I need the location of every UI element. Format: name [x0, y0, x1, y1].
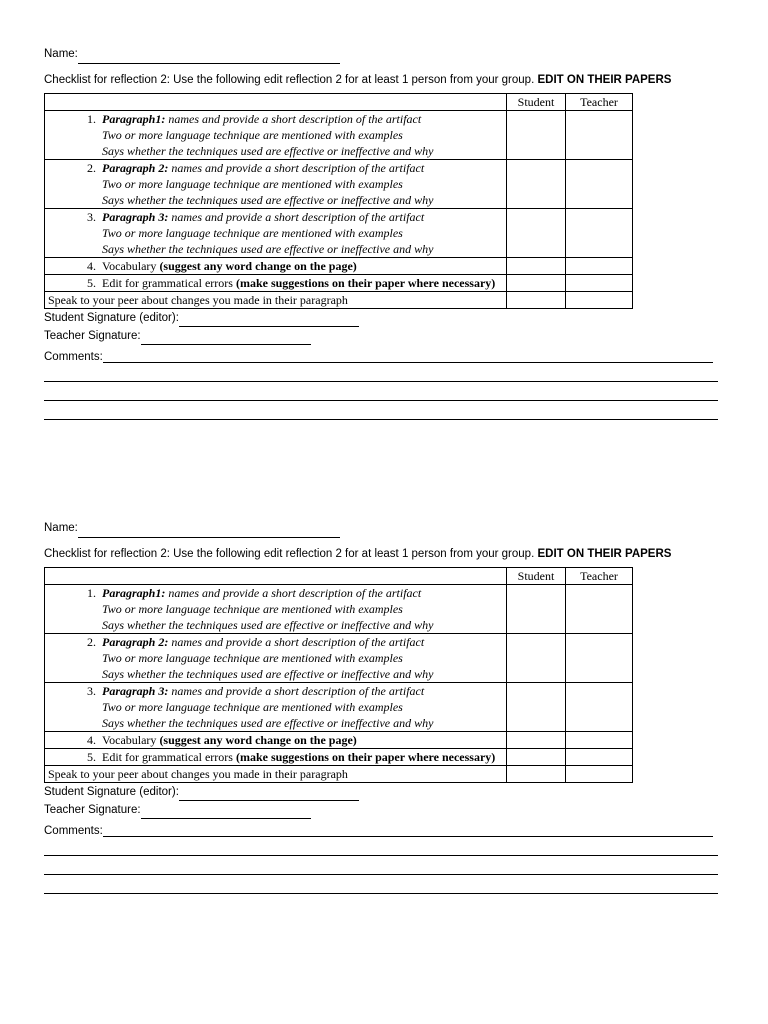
item-emphasis: (suggest any word change on the page): [159, 259, 357, 273]
item-heading: Paragraph 2:: [102, 161, 169, 175]
student-check-cell[interactable]: [507, 683, 566, 732]
header-student: Student: [507, 568, 566, 585]
item-text: names and provide a short description of the artifact: [168, 684, 425, 698]
student-check-cell[interactable]: [507, 749, 566, 766]
item-text: Edit for grammatical errors: [102, 276, 236, 290]
header-teacher: Teacher: [566, 94, 633, 111]
item-line-3: Says whether the techniques used are effective or ineffective and why: [102, 193, 434, 207]
checklist-emphasis: EDIT ON THEIR PAPERS: [537, 74, 672, 86]
student-signature-line: [44, 309, 724, 327]
name-label: Name:: [44, 522, 78, 534]
student-signature-line: [44, 783, 724, 801]
item-heading: Paragraph 3:: [102, 210, 169, 224]
student-check-cell[interactable]: [507, 209, 566, 258]
item-number: 4.: [87, 259, 96, 273]
teacher-check-cell[interactable]: [566, 766, 633, 783]
teacher-check-cell[interactable]: [566, 258, 633, 275]
speak-to-peer-text: Speak to your peer about changes you made in their paragraph: [45, 766, 507, 783]
table-row: [45, 634, 633, 683]
item-text: names and provide a short description of the artifact: [165, 112, 422, 126]
header-blank-cell: [45, 568, 507, 585]
teacher-check-cell[interactable]: [566, 634, 633, 683]
item-line-3: Says whether the techniques used are effective or ineffective and why: [102, 242, 434, 256]
comments-blank[interactable]: [44, 381, 718, 382]
student-signature-label: Student Signature (editor):: [44, 786, 179, 798]
checklist-intro: Checklist for reflection 2: Use the following edit reflection 2 for at least 1 person from your group.: [44, 74, 535, 86]
teacher-check-cell[interactable]: [566, 585, 633, 634]
item-text: Edit for grammatical errors: [102, 750, 236, 764]
comments-section: [44, 825, 724, 901]
comments-section: [44, 351, 724, 427]
name-blank[interactable]: [78, 537, 340, 538]
item-number: 2.: [87, 635, 96, 649]
comments-blank[interactable]: [103, 362, 713, 363]
name-label: Name:: [44, 48, 78, 60]
table-header-row: [45, 568, 633, 585]
header-teacher: Teacher: [566, 568, 633, 585]
student-check-cell[interactable]: [507, 634, 566, 683]
item-emphasis: (make suggestions on their paper where necessary): [235, 750, 496, 764]
header-blank-cell: [45, 94, 507, 111]
teacher-signature-line: [44, 801, 724, 819]
teacher-signature-blank[interactable]: [141, 818, 311, 819]
checklist-instructions: [44, 71, 704, 90]
item-text: names and provide a short description of the artifact: [168, 635, 425, 649]
item-number: 5.: [87, 750, 96, 764]
student-signature-label: Student Signature (editor):: [44, 312, 179, 324]
student-check-cell[interactable]: [507, 160, 566, 209]
table-row: [45, 585, 633, 634]
item-text: names and provide a short description of the artifact: [165, 586, 422, 600]
speak-to-peer-text: Speak to your peer about changes you made in their paragraph: [45, 292, 507, 309]
teacher-signature-blank[interactable]: [141, 344, 311, 345]
table-row: [45, 683, 633, 732]
item-emphasis: (suggest any word change on the page): [159, 733, 357, 747]
teacher-check-cell[interactable]: [566, 683, 633, 732]
teacher-check-cell[interactable]: [566, 209, 633, 258]
table-row: [45, 275, 633, 292]
item-line-2: Two or more language technique are mentioned with examples: [102, 226, 403, 240]
table-row: [45, 732, 633, 749]
teacher-check-cell[interactable]: [566, 749, 633, 766]
item-line-3: Says whether the techniques used are effective or ineffective and why: [102, 618, 434, 632]
item-heading: Paragraph 2:: [102, 635, 169, 649]
item-number: 3.: [87, 684, 96, 698]
teacher-signature-label: Teacher Signature:: [44, 804, 141, 816]
item-line-2: Two or more language technique are mentioned with examples: [102, 602, 403, 616]
item-heading: Paragraph 3:: [102, 684, 169, 698]
name-line: [44, 519, 724, 538]
item-heading: Paragraph1:: [102, 586, 166, 600]
teacher-check-cell[interactable]: [566, 732, 633, 749]
header-student: Student: [507, 94, 566, 111]
name-line: [44, 45, 724, 64]
checklist-intro: Checklist for reflection 2: Use the following edit reflection 2 for at least 1 person from your group.: [44, 548, 535, 560]
comments-blank[interactable]: [44, 419, 718, 420]
comments-label: Comments:: [44, 351, 103, 363]
item-text: names and provide a short description of the artifact: [168, 161, 425, 175]
item-line-2: Two or more language technique are mentioned with examples: [102, 177, 403, 191]
item-text: names and provide a short description of the artifact: [168, 210, 425, 224]
comments-blank[interactable]: [44, 855, 718, 856]
item-number: 3.: [87, 210, 96, 224]
checklist-table: [44, 567, 633, 783]
item-line-2: Two or more language technique are mentioned with examples: [102, 700, 403, 714]
name-blank[interactable]: [78, 63, 340, 64]
comments-blank[interactable]: [44, 874, 718, 875]
item-number: 1.: [87, 586, 96, 600]
student-check-cell[interactable]: [507, 258, 566, 275]
item-heading: Paragraph1:: [102, 112, 166, 126]
student-check-cell[interactable]: [507, 275, 566, 292]
item-text: Vocabulary: [102, 259, 160, 273]
student-check-cell[interactable]: [507, 732, 566, 749]
item-number: 2.: [87, 161, 96, 175]
checklist-table: [44, 93, 633, 309]
table-row: [45, 111, 633, 160]
item-line-3: Says whether the techniques used are effective or ineffective and why: [102, 667, 434, 681]
teacher-check-cell[interactable]: [566, 275, 633, 292]
item-number: 1.: [87, 112, 96, 126]
reflection-form-2: [44, 519, 724, 901]
table-row: [45, 258, 633, 275]
reflection-form-1: [44, 45, 724, 427]
table-row: [45, 292, 633, 309]
item-text: Vocabulary: [102, 733, 160, 747]
table-header-row: [45, 94, 633, 111]
item-line-3: Says whether the techniques used are effective or ineffective and why: [102, 144, 434, 158]
item-number: 4.: [87, 733, 96, 747]
student-check-cell[interactable]: [507, 292, 566, 309]
item-line-2: Two or more language technique are mentioned with examples: [102, 651, 403, 665]
student-check-cell[interactable]: [507, 585, 566, 634]
comments-label: Comments:: [44, 825, 103, 837]
teacher-signature-line: [44, 327, 724, 345]
item-number: 5.: [87, 276, 96, 290]
comments-blank[interactable]: [44, 400, 718, 401]
item-line-3: Says whether the techniques used are effective or ineffective and why: [102, 716, 434, 730]
student-check-cell[interactable]: [507, 766, 566, 783]
teacher-signature-label: Teacher Signature:: [44, 330, 141, 342]
table-row: [45, 749, 633, 766]
checklist-emphasis: EDIT ON THEIR PAPERS: [537, 548, 672, 560]
item-line-2: Two or more language technique are mentioned with examples: [102, 128, 403, 142]
item-emphasis: (make suggestions on their paper where necessary): [235, 276, 496, 290]
teacher-check-cell[interactable]: [566, 111, 633, 160]
table-row: [45, 160, 633, 209]
comments-blank[interactable]: [44, 893, 718, 894]
table-row: [45, 209, 633, 258]
teacher-check-cell[interactable]: [566, 160, 633, 209]
table-row: [45, 766, 633, 783]
student-check-cell[interactable]: [507, 111, 566, 160]
checklist-instructions: [44, 545, 704, 564]
teacher-check-cell[interactable]: [566, 292, 633, 309]
comments-blank[interactable]: [103, 836, 713, 837]
